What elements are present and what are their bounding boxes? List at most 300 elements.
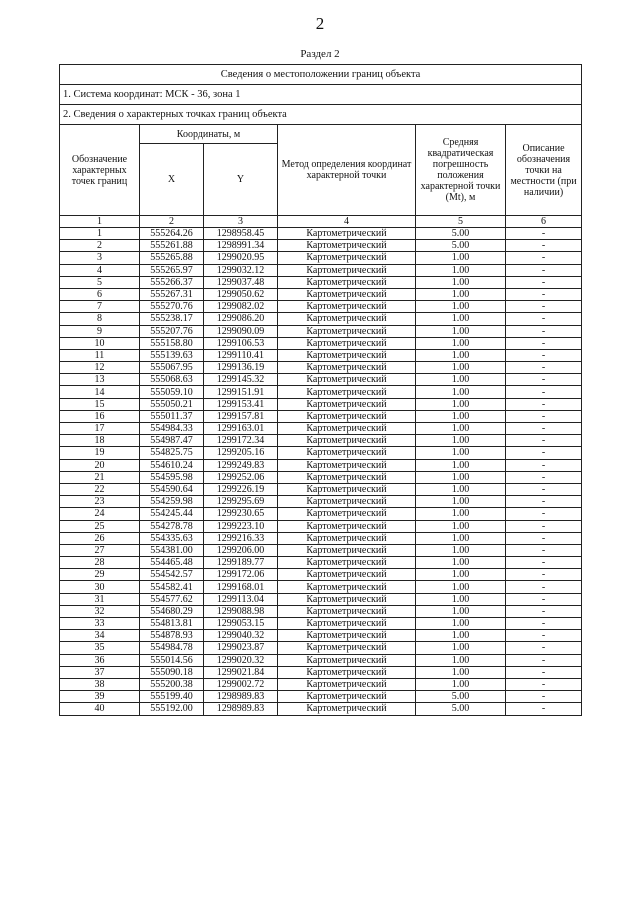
method-cell: Картометрический <box>278 374 416 386</box>
table-row <box>60 337 582 349</box>
method-cell: Картометрический <box>278 654 416 666</box>
description-cell: - <box>506 483 582 495</box>
method-cell: Картометрический <box>278 678 416 690</box>
table-row <box>60 325 582 337</box>
description-cell: - <box>506 228 582 240</box>
coord-y-cell: 1299002.72 <box>204 678 278 690</box>
description-cell: - <box>506 654 582 666</box>
table-row <box>60 520 582 532</box>
method-cell: Картометрический <box>278 593 416 605</box>
coord-y-cell: 1299106.53 <box>204 337 278 349</box>
description-cell: - <box>506 642 582 654</box>
coord-y-cell: 1299205.16 <box>204 447 278 459</box>
coord-x-cell: 555199.40 <box>140 691 204 703</box>
method-cell: Картометрический <box>278 520 416 532</box>
table-row <box>60 618 582 630</box>
table-row <box>60 228 582 240</box>
error-mt-cell: 5.00 <box>416 691 506 703</box>
table-row <box>60 423 582 435</box>
section-title: Раздел 2 <box>300 48 340 60</box>
method-cell: Картометрический <box>278 642 416 654</box>
error-mt-cell: 1.00 <box>416 337 506 349</box>
error-mt-cell: 1.00 <box>416 557 506 569</box>
coord-x-cell: 554987.47 <box>140 435 204 447</box>
description-cell: - <box>506 276 582 288</box>
table-row <box>60 252 582 264</box>
coord-system-label: 1. Система координат: МСК - 36, зона 1 <box>60 85 582 105</box>
method-cell: Картометрический <box>278 605 416 617</box>
error-mt-cell: 1.00 <box>416 666 506 678</box>
coord-x-cell: 554680.29 <box>140 605 204 617</box>
point-number-cell: 19 <box>60 447 140 459</box>
table-row <box>60 471 582 483</box>
coord-x-cell: 554582.41 <box>140 581 204 593</box>
description-cell: - <box>506 666 582 678</box>
method-cell: Картометрический <box>278 532 416 544</box>
error-mt-cell: 1.00 <box>416 544 506 556</box>
coord-x-cell: 554595.98 <box>140 471 204 483</box>
point-number-cell: 26 <box>60 532 140 544</box>
point-number-cell: 32 <box>60 605 140 617</box>
point-number-cell: 3 <box>60 252 140 264</box>
point-number-cell: 14 <box>60 386 140 398</box>
coord-y-cell: 1299206.00 <box>204 544 278 556</box>
table-row <box>60 678 582 690</box>
table-row <box>60 654 582 666</box>
point-number-cell: 29 <box>60 569 140 581</box>
method-cell: Картометрический <box>278 362 416 374</box>
coord-x-cell: 555265.97 <box>140 264 204 276</box>
method-cell: Картометрический <box>278 423 416 435</box>
description-cell: - <box>506 630 582 642</box>
point-number-cell: 5 <box>60 276 140 288</box>
method-cell: Картометрический <box>278 447 416 459</box>
method-cell: Картометрический <box>278 276 416 288</box>
description-cell: - <box>506 532 582 544</box>
table-row <box>60 483 582 495</box>
coord-x-cell: 554542.57 <box>140 569 204 581</box>
coord-y-cell: 1299151.91 <box>204 386 278 398</box>
error-mt-cell: 1.00 <box>416 630 506 642</box>
coord-y-cell: 1299189.77 <box>204 557 278 569</box>
coord-x-cell: 555014.56 <box>140 654 204 666</box>
column-number: 6 <box>506 216 582 228</box>
description-cell: - <box>506 471 582 483</box>
coord-y-cell: 1299037.48 <box>204 276 278 288</box>
table-row <box>60 557 582 569</box>
error-mt-cell: 1.00 <box>416 654 506 666</box>
point-number-cell: 4 <box>60 264 140 276</box>
table-row <box>60 691 582 703</box>
coord-x-cell: 554278.78 <box>140 520 204 532</box>
column-number: 1 <box>60 216 140 228</box>
description-cell: - <box>506 313 582 325</box>
table-row <box>60 569 582 581</box>
point-number-cell: 13 <box>60 374 140 386</box>
method-cell: Картометрический <box>278 569 416 581</box>
coord-x-cell: 555050.21 <box>140 398 204 410</box>
coord-x-cell: 555192.00 <box>140 703 204 715</box>
point-number-cell: 25 <box>60 520 140 532</box>
table-row <box>60 301 582 313</box>
coord-x-cell: 555261.88 <box>140 240 204 252</box>
method-cell: Картометрический <box>278 435 416 447</box>
description-cell: - <box>506 569 582 581</box>
description-cell: - <box>506 508 582 520</box>
description-cell: - <box>506 557 582 569</box>
method-cell: Картометрический <box>278 691 416 703</box>
coord-x-cell: 554610.24 <box>140 459 204 471</box>
point-number-cell: 17 <box>60 423 140 435</box>
error-mt-cell: 1.00 <box>416 593 506 605</box>
header-method: Метод определения координат характерной точки <box>278 125 416 216</box>
table-row <box>60 349 582 361</box>
error-mt-cell: 1.00 <box>416 313 506 325</box>
table-row <box>60 410 582 422</box>
error-mt-cell: 1.00 <box>416 398 506 410</box>
point-number-cell: 33 <box>60 618 140 630</box>
point-number-cell: 11 <box>60 349 140 361</box>
coord-x-cell: 554984.33 <box>140 423 204 435</box>
point-number-cell: 27 <box>60 544 140 556</box>
description-cell: - <box>506 593 582 605</box>
description-cell: - <box>506 544 582 556</box>
error-mt-cell: 1.00 <box>416 410 506 422</box>
table-row <box>60 447 582 459</box>
coord-y-cell: 1299050.62 <box>204 288 278 300</box>
coord-y-cell: 1299021.84 <box>204 666 278 678</box>
column-number-row <box>60 216 582 228</box>
error-mt-cell: 1.00 <box>416 374 506 386</box>
method-cell: Картометрический <box>278 630 416 642</box>
header-x: X <box>140 144 204 216</box>
method-cell: Картометрический <box>278 666 416 678</box>
table-row <box>60 435 582 447</box>
error-mt-cell: 1.00 <box>416 483 506 495</box>
point-number-cell: 24 <box>60 508 140 520</box>
coord-x-cell: 554577.62 <box>140 593 204 605</box>
table-row <box>60 544 582 556</box>
coord-x-cell: 555264.26 <box>140 228 204 240</box>
table-row <box>60 532 582 544</box>
method-cell: Картометрический <box>278 471 416 483</box>
point-number-cell: 2 <box>60 240 140 252</box>
description-cell: - <box>506 605 582 617</box>
error-mt-cell: 1.00 <box>416 264 506 276</box>
table-row <box>60 386 582 398</box>
error-mt-cell: 1.00 <box>416 301 506 313</box>
error-mt-cell: 1.00 <box>416 252 506 264</box>
table-row <box>60 459 582 471</box>
method-cell: Картометрический <box>278 496 416 508</box>
coord-y-cell: 1299113.04 <box>204 593 278 605</box>
description-cell: - <box>506 496 582 508</box>
description-cell: - <box>506 618 582 630</box>
table-row <box>60 362 582 374</box>
point-number-cell: 16 <box>60 410 140 422</box>
point-number-cell: 9 <box>60 325 140 337</box>
table-row <box>60 276 582 288</box>
description-cell: - <box>506 252 582 264</box>
description-cell: - <box>506 459 582 471</box>
coord-y-cell: 1299053.15 <box>204 618 278 630</box>
point-number-cell: 12 <box>60 362 140 374</box>
error-mt-cell: 5.00 <box>416 228 506 240</box>
description-cell: - <box>506 288 582 300</box>
coord-x-cell: 555270.76 <box>140 301 204 313</box>
coord-x-cell: 555200.38 <box>140 678 204 690</box>
method-cell: Картометрический <box>278 557 416 569</box>
description-cell: - <box>506 410 582 422</box>
point-number-cell: 7 <box>60 301 140 313</box>
point-number-cell: 18 <box>60 435 140 447</box>
point-number-cell: 38 <box>60 678 140 690</box>
coord-y-cell: 1299090.09 <box>204 325 278 337</box>
coord-y-cell: 1298989.83 <box>204 703 278 715</box>
error-mt-cell: 5.00 <box>416 240 506 252</box>
coord-y-cell: 1299082.02 <box>204 301 278 313</box>
header-description: Описание обозначения точки на местности (при наличии) <box>506 125 582 216</box>
point-number-cell: 1 <box>60 228 140 240</box>
table-row <box>60 703 582 715</box>
table-row <box>60 593 582 605</box>
error-mt-cell: 1.00 <box>416 618 506 630</box>
description-cell: - <box>506 691 582 703</box>
points-section-title: 2. Сведения о характерных точках границ объекта <box>60 105 582 125</box>
error-mt-cell: 1.00 <box>416 569 506 581</box>
table-title: Сведения о местоположении границ объекта <box>60 65 582 85</box>
boundary-points-table <box>59 64 582 716</box>
description-cell: - <box>506 374 582 386</box>
error-mt-cell: 1.00 <box>416 362 506 374</box>
coord-x-cell: 555011.37 <box>140 410 204 422</box>
description-cell: - <box>506 240 582 252</box>
method-cell: Картометрический <box>278 483 416 495</box>
coord-y-cell: 1299157.81 <box>204 410 278 422</box>
method-cell: Картометрический <box>278 252 416 264</box>
coord-y-cell: 1299216.33 <box>204 532 278 544</box>
point-number-cell: 6 <box>60 288 140 300</box>
column-number: 2 <box>140 216 204 228</box>
coord-y-cell: 1299249.83 <box>204 459 278 471</box>
coord-x-cell: 554878.93 <box>140 630 204 642</box>
point-number-cell: 30 <box>60 581 140 593</box>
table-row <box>60 398 582 410</box>
method-cell: Картометрический <box>278 703 416 715</box>
description-cell: - <box>506 325 582 337</box>
error-mt-cell: 5.00 <box>416 703 506 715</box>
description-cell: - <box>506 447 582 459</box>
description-cell: - <box>506 337 582 349</box>
error-mt-cell: 1.00 <box>416 423 506 435</box>
description-cell: - <box>506 435 582 447</box>
coord-x-cell: 555158.80 <box>140 337 204 349</box>
coord-y-cell: 1299020.95 <box>204 252 278 264</box>
method-cell: Картометрический <box>278 581 416 593</box>
coord-y-cell: 1299040.32 <box>204 630 278 642</box>
coord-y-cell: 1299145.32 <box>204 374 278 386</box>
coord-y-cell: 1299032.12 <box>204 264 278 276</box>
coord-x-cell: 555059.10 <box>140 386 204 398</box>
table-row <box>60 605 582 617</box>
method-cell: Картометрический <box>278 508 416 520</box>
coord-x-cell: 555139.63 <box>140 349 204 361</box>
coord-y-cell: 1299088.98 <box>204 605 278 617</box>
coord-x-cell: 555207.76 <box>140 325 204 337</box>
coord-x-cell: 555266.37 <box>140 276 204 288</box>
coord-x-cell: 554245.44 <box>140 508 204 520</box>
table-row <box>60 508 582 520</box>
method-cell: Картометрический <box>278 544 416 556</box>
error-mt-cell: 1.00 <box>416 605 506 617</box>
method-cell: Картометрический <box>278 313 416 325</box>
error-mt-cell: 1.00 <box>416 349 506 361</box>
error-mt-cell: 1.00 <box>416 642 506 654</box>
description-cell: - <box>506 678 582 690</box>
table-row <box>60 496 582 508</box>
method-cell: Картометрический <box>278 398 416 410</box>
point-number-cell: 39 <box>60 691 140 703</box>
method-cell: Картометрический <box>278 349 416 361</box>
coord-y-cell: 1299172.34 <box>204 435 278 447</box>
coord-y-cell: 1298989.83 <box>204 691 278 703</box>
coord-y-cell: 1299226.19 <box>204 483 278 495</box>
table-row <box>60 288 582 300</box>
description-cell: - <box>506 581 582 593</box>
coord-y-cell: 1299172.06 <box>204 569 278 581</box>
coord-y-cell: 1298991.34 <box>204 240 278 252</box>
page-number: 2 <box>315 14 325 33</box>
point-number-cell: 31 <box>60 593 140 605</box>
method-cell: Картометрический <box>278 288 416 300</box>
description-cell: - <box>506 520 582 532</box>
description-cell: - <box>506 362 582 374</box>
table-row <box>60 666 582 678</box>
coord-x-cell: 554381.00 <box>140 544 204 556</box>
error-mt-cell: 1.00 <box>416 581 506 593</box>
point-number-cell: 28 <box>60 557 140 569</box>
header-error: Средняя квадратическая погрешность положения характерной точки (Mt), м <box>416 125 506 216</box>
coord-x-cell: 554984.78 <box>140 642 204 654</box>
point-number-cell: 37 <box>60 666 140 678</box>
description-cell: - <box>506 386 582 398</box>
coord-x-cell: 555267.31 <box>140 288 204 300</box>
header-y: Y <box>204 144 278 216</box>
table-row <box>60 240 582 252</box>
coord-y-cell: 1299230.65 <box>204 508 278 520</box>
point-number-cell: 21 <box>60 471 140 483</box>
method-cell: Картометрический <box>278 386 416 398</box>
error-mt-cell: 1.00 <box>416 447 506 459</box>
coord-x-cell: 554335.63 <box>140 532 204 544</box>
point-number-cell: 23 <box>60 496 140 508</box>
coord-y-cell: 1299020.32 <box>204 654 278 666</box>
point-number-cell: 22 <box>60 483 140 495</box>
error-mt-cell: 1.00 <box>416 508 506 520</box>
column-number: 4 <box>278 216 416 228</box>
coord-x-cell: 555238.17 <box>140 313 204 325</box>
coord-x-cell: 554259.98 <box>140 496 204 508</box>
coord-x-cell: 554590.64 <box>140 483 204 495</box>
table-body <box>60 228 582 716</box>
coord-x-cell: 555068.63 <box>140 374 204 386</box>
method-cell: Картометрический <box>278 301 416 313</box>
coord-y-cell: 1299136.19 <box>204 362 278 374</box>
error-mt-cell: 1.00 <box>416 496 506 508</box>
coord-y-cell: 1299223.10 <box>204 520 278 532</box>
point-number-cell: 40 <box>60 703 140 715</box>
coord-x-cell: 555265.88 <box>140 252 204 264</box>
coord-y-cell: 1299252.06 <box>204 471 278 483</box>
column-number: 5 <box>416 216 506 228</box>
coord-y-cell: 1298958.45 <box>204 228 278 240</box>
coord-y-cell: 1299295.69 <box>204 496 278 508</box>
description-cell: - <box>506 349 582 361</box>
description-cell: - <box>506 398 582 410</box>
coord-x-cell: 555067.95 <box>140 362 204 374</box>
coord-y-cell: 1299168.01 <box>204 581 278 593</box>
table-row <box>60 630 582 642</box>
error-mt-cell: 1.00 <box>416 386 506 398</box>
header-point: Обозначение характерных точек границ <box>60 125 140 216</box>
method-cell: Картометрический <box>278 240 416 252</box>
coord-y-cell: 1299163.01 <box>204 423 278 435</box>
point-number-cell: 35 <box>60 642 140 654</box>
error-mt-cell: 1.00 <box>416 520 506 532</box>
description-cell: - <box>506 264 582 276</box>
method-cell: Картометрический <box>278 618 416 630</box>
coord-x-cell: 554465.48 <box>140 557 204 569</box>
coord-y-cell: 1299086.20 <box>204 313 278 325</box>
table-row <box>60 581 582 593</box>
description-cell: - <box>506 423 582 435</box>
table-row <box>60 313 582 325</box>
method-cell: Картометрический <box>278 459 416 471</box>
column-number: 3 <box>204 216 278 228</box>
point-number-cell: 34 <box>60 630 140 642</box>
error-mt-cell: 1.00 <box>416 276 506 288</box>
header-coords: Координаты, м <box>140 125 278 144</box>
method-cell: Картометрический <box>278 228 416 240</box>
error-mt-cell: 1.00 <box>416 325 506 337</box>
description-cell: - <box>506 703 582 715</box>
coord-x-cell: 554813.81 <box>140 618 204 630</box>
coord-x-cell: 555090.18 <box>140 666 204 678</box>
table-row <box>60 264 582 276</box>
error-mt-cell: 1.00 <box>416 288 506 300</box>
error-mt-cell: 1.00 <box>416 678 506 690</box>
error-mt-cell: 1.00 <box>416 532 506 544</box>
point-number-cell: 36 <box>60 654 140 666</box>
coord-y-cell: 1299023.87 <box>204 642 278 654</box>
point-number-cell: 10 <box>60 337 140 349</box>
coord-x-cell: 554825.75 <box>140 447 204 459</box>
method-cell: Картометрический <box>278 264 416 276</box>
table-row <box>60 642 582 654</box>
method-cell: Картометрический <box>278 337 416 349</box>
error-mt-cell: 1.00 <box>416 459 506 471</box>
coord-y-cell: 1299153.41 <box>204 398 278 410</box>
error-mt-cell: 1.00 <box>416 435 506 447</box>
description-cell: - <box>506 301 582 313</box>
point-number-cell: 8 <box>60 313 140 325</box>
table-row <box>60 374 582 386</box>
coord-y-cell: 1299110.41 <box>204 349 278 361</box>
method-cell: Картометрический <box>278 410 416 422</box>
point-number-cell: 20 <box>60 459 140 471</box>
method-cell: Картометрический <box>278 325 416 337</box>
point-number-cell: 15 <box>60 398 140 410</box>
